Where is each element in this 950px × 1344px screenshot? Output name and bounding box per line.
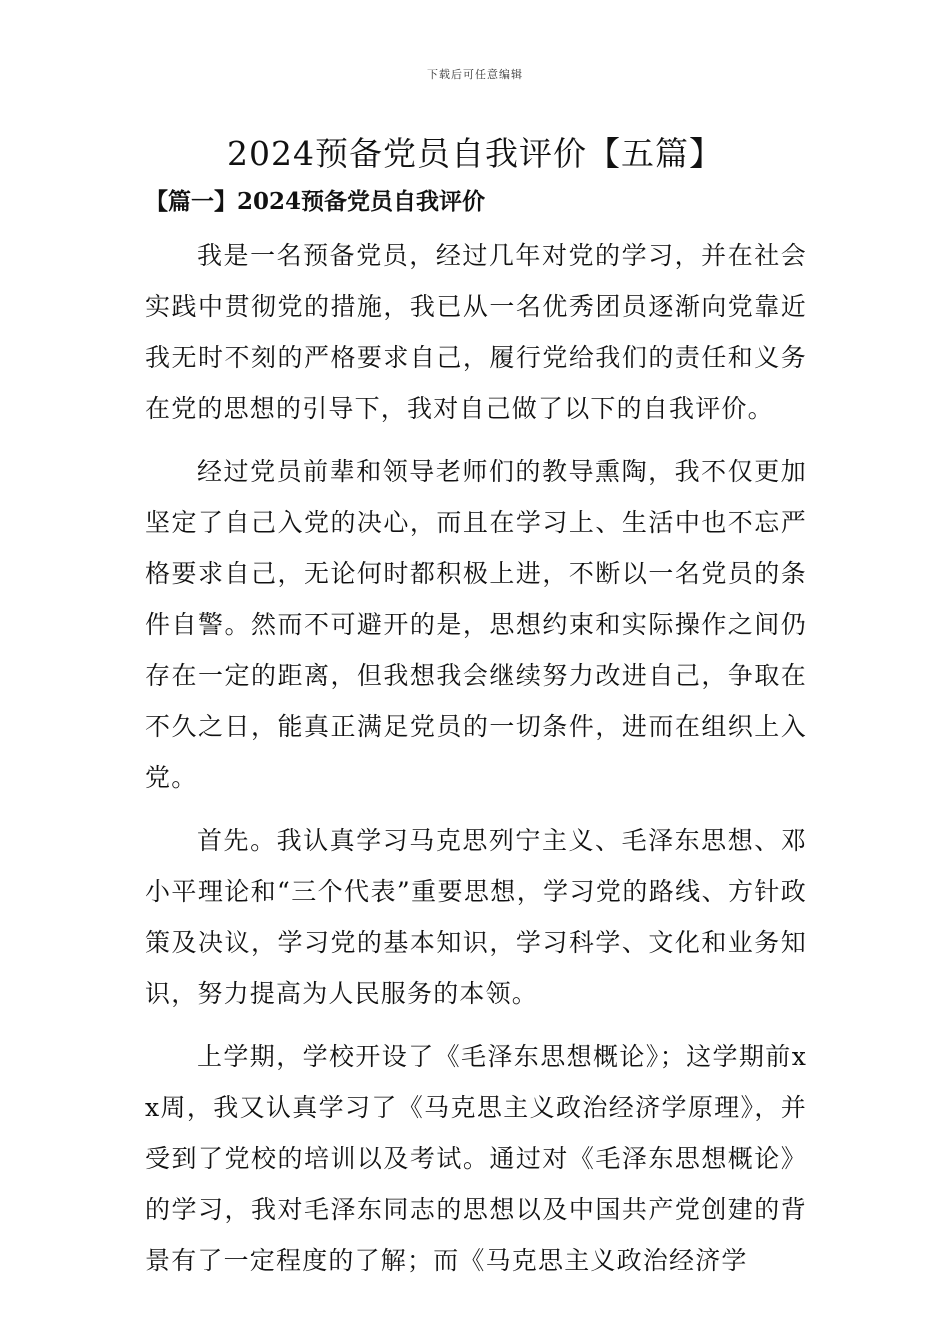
paragraph-2: 经过党员前辈和领导老师们的教导熏陶，我不仅更加坚定了自己入党的决心，而且在学习上、生活中也不忘严格要求自己，无论何时都积极上进，不断以一名党员的条件自警。然而不可避开的是，思想约束和实际操作之间仍存在一定的距离，但我想我会继续努力改进自己，争取在不久之日，能真正满足党员的一切条件，进而在组织上入党。 [145, 457, 807, 792]
header-note: 下载后可任意编辑 [427, 68, 523, 81]
section-heading: 【篇一】2024预备党员自我评价 [145, 188, 486, 215]
paragraph-4: 上学期，学校开设了《毛泽东思想概论》；这学期前xx周，我又认真学习了《马克思主义政治经济学原理》，并受到了党校的培训以及考试。通过对《毛泽东思想概论》的学习，我对毛泽东同志的思想以及中国共产党创建的背景有了一定程度的了解；而《马克思主义政治经济学 [145, 1042, 807, 1275]
paragraph-1: 我是一名预备党员，经过几年对党的学习，并在社会实践中贯彻党的措施，我已从一名优秀团员逐渐向党靠近我无时不刻的严格要求自己，履行党给我们的责任和义务在党的思想的引导下，我对自己做了以下的自我评价。 [145, 241, 807, 423]
document-body [145, 230, 807, 1298]
paragraph-3: 首先。我认真学习马克思列宁主义、毛泽东思想、邓小平理论和“三个代表”重要思想，学习党的路线、方针政策及决议，学习党的基本知识，学习科学、文化和业务知识，努力提高为人民服务的本领。 [145, 826, 807, 1008]
document-title: 2024预备党员自我评价【五篇】 [227, 134, 723, 173]
